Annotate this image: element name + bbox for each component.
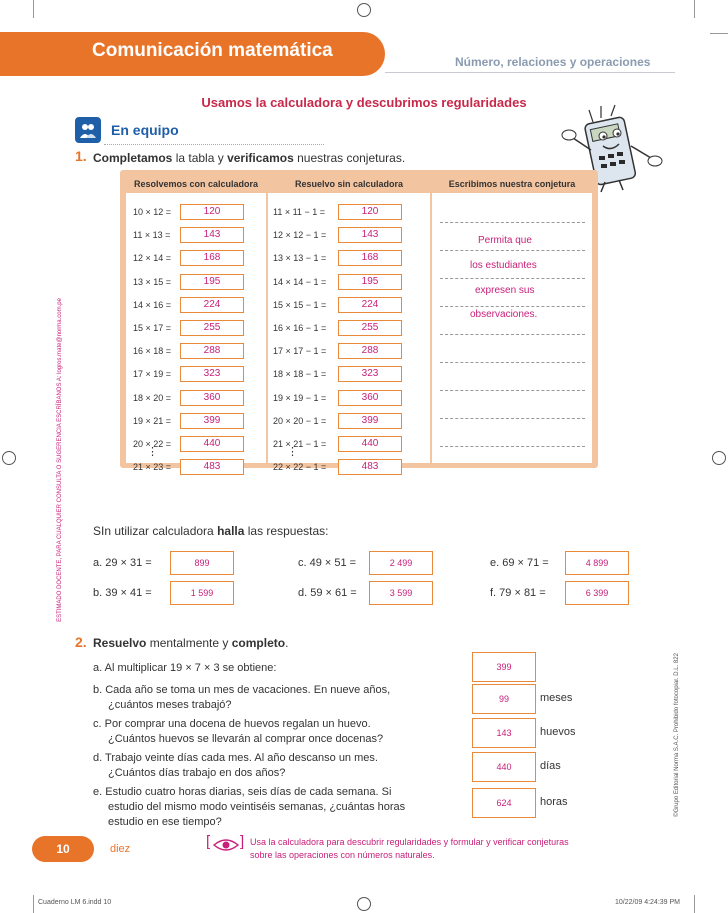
q2-item-text: a. Al multiplicar 19 × 7 × 3 se obtiene: — [93, 662, 277, 674]
calc-answer-box[interactable]: 255 — [180, 320, 244, 336]
nocalc-expression: 16 × 16 − 1 = — [273, 323, 327, 333]
calc-expression: 20 × 22 = — [133, 439, 172, 449]
conjecture-line — [440, 446, 585, 447]
calc-answer-box[interactable]: 120 — [180, 204, 244, 220]
footer-note-line1: Usa la calculadora para descubrir regularidades y formular y verificar conjeturas — [250, 837, 569, 847]
calc-expression: 10 × 12 = — [133, 207, 172, 217]
q2-unit: días — [540, 760, 561, 772]
q1-bold1: Completamos — [93, 151, 173, 165]
halla-answer-box[interactable]: 4 899 — [565, 551, 629, 575]
calc-answer-box[interactable]: 195 — [180, 274, 244, 290]
ellipsis-nocalc: ⋮ — [287, 446, 298, 458]
calc-expression: 11 × 13 = — [133, 230, 171, 241]
halla-answer-box[interactable]: 3 599 — [369, 581, 433, 605]
halla-label: c. 49 × 51 = — [298, 557, 357, 569]
registration-mark-right — [712, 451, 726, 465]
calc-expression: 15 × 17 = — [133, 323, 172, 333]
conjecture-line — [440, 222, 585, 223]
conjecture-line — [440, 418, 585, 419]
q2-answer-box[interactable]: 143 — [472, 718, 536, 748]
q2-item-text: c. Por comprar una docena de huevos regalan un huevo. — [93, 718, 371, 730]
nocalc-answer-box[interactable]: 143 — [338, 227, 402, 243]
halla-label: e. 69 × 71 = — [490, 557, 549, 569]
q1-number: 1. — [75, 148, 87, 164]
nocalc-answer-box[interactable]: 360 — [338, 390, 402, 406]
q2-mid: mentalmente y — [146, 636, 232, 650]
q2-answer-box[interactable]: 440 — [472, 752, 536, 782]
bracket-right: ] — [240, 833, 245, 850]
q2-item-text: ¿cuántos meses trabajó? — [108, 699, 232, 711]
q2-number: 2. — [75, 634, 87, 650]
calc-answer-box[interactable]: 360 — [180, 390, 244, 406]
conjecture-line — [440, 362, 585, 363]
q2-item-text: estudio en ese tiempo? — [108, 816, 222, 828]
nocalc-answer-box[interactable]: 483 — [338, 459, 402, 475]
team-divider — [104, 144, 324, 145]
halla-label: d. 59 × 61 = — [298, 587, 357, 599]
registration-mark-left — [2, 451, 16, 465]
q2-unit: meses — [540, 692, 573, 704]
calc-answer-box[interactable]: 288 — [180, 343, 244, 359]
page-number: 10 — [56, 842, 70, 856]
nocalc-answer-box[interactable]: 168 — [338, 250, 402, 266]
q2-item-text: d. Trabajo veinte días cada mes. Al año descanso un mes. — [93, 752, 378, 764]
calc-answer-box[interactable]: 323 — [180, 366, 244, 382]
q1-bold2: verificamos — [227, 151, 294, 165]
nocalc-expression: 21 × 21 − 1 = — [273, 439, 327, 449]
calc-expression: 19 × 21 = — [133, 415, 172, 426]
q2-item-text: e. Estudio cuatro horas diarias, seis días de cada semana. Si — [93, 786, 392, 798]
eye-icon — [213, 838, 239, 852]
calc-expression: 14 × 16 = — [133, 299, 172, 310]
calc-answer-box[interactable]: 143 — [180, 227, 244, 243]
calc-answer-box[interactable]: 440 — [180, 436, 244, 452]
nocalc-answer-box[interactable]: 255 — [338, 320, 402, 336]
q2-bold1: Resuelvo — [93, 636, 147, 650]
nocalc-expression: 14 × 14 − 1 = — [273, 276, 327, 287]
calc-expression: 16 × 18 = — [133, 346, 172, 357]
halla-label: b. 39 × 41 = — [93, 587, 152, 599]
nocalc-expression: 12 × 12 − 1 = — [273, 230, 327, 241]
nocalc-expression: 22 × 22 − 1 = — [273, 462, 327, 473]
print-file-info: Cuaderno LM 6.indd 10 — [38, 899, 112, 906]
nocalc-answer-box[interactable]: 288 — [338, 343, 402, 359]
conjecture-line — [440, 306, 585, 307]
bracket-left: [ — [206, 833, 211, 850]
side-contact-note: ESTIMADO DOCENTE, PARA CUALQUIER CONSULTA O SUGERENCIA ESCRÍBANOS A: logros.mate@norma.com.pe — [57, 298, 63, 622]
calc-expression: 13 × 15 = — [133, 276, 172, 287]
nocalc-expression: 20 × 20 − 1 = — [273, 415, 327, 426]
halla-answer-box[interactable]: 6 399 — [565, 581, 629, 605]
conjecture-line — [440, 250, 585, 251]
q2-answer-box[interactable]: 99 — [472, 684, 536, 714]
nocalc-answer-box[interactable]: 195 — [338, 274, 402, 290]
registration-mark-bottom — [357, 897, 371, 911]
team-label: En equipo — [111, 122, 179, 138]
conjecture-note-1: Permita que — [478, 235, 532, 246]
halla-prompt — [93, 524, 328, 538]
calc-answer-box[interactable]: 483 — [180, 459, 244, 475]
calc-answer-box[interactable]: 224 — [180, 297, 244, 313]
conjecture-line — [440, 390, 585, 391]
halla-label: a. 29 × 31 = — [93, 557, 152, 569]
q2-item-text: b. Cada año se toma un mes de vacaciones. En nueve años, — [93, 684, 391, 696]
q1-prompt — [93, 151, 405, 165]
nocalc-expression: 11 × 11 − 1 = — [273, 207, 325, 217]
header-rule — [385, 72, 675, 73]
nocalc-expression: 13 × 13 − 1 = — [273, 253, 327, 264]
nocalc-expression: 15 × 15 − 1 = — [273, 299, 327, 310]
page-word: diez — [110, 843, 131, 855]
q1-mid: la tabla y — [172, 151, 228, 165]
print-timestamp: 10/22/09 4:24:39 PM — [615, 899, 680, 906]
conjecture-note-2: los estudiantes — [470, 260, 537, 271]
nocalc-expression: 18 × 18 − 1 = — [273, 369, 327, 380]
page-subtitle: Usamos la calculadora y descubrimos regularidades — [201, 95, 527, 110]
table-divider — [430, 193, 432, 463]
halla-answer-box[interactable]: 1 599 — [170, 581, 234, 605]
table-header-calc: Resolvemos con calculadora — [133, 179, 259, 189]
halla-post: las respuestas: — [244, 524, 329, 538]
team-icon — [75, 117, 101, 143]
nocalc-answer-box[interactable]: 399 — [338, 413, 402, 429]
q2-bold2: completo — [231, 636, 286, 650]
nocalc-answer-box[interactable]: 224 — [338, 297, 402, 313]
header-title: Comunicación matemática — [92, 40, 333, 61]
nocalc-expression: 17 × 17 − 1 = — [273, 346, 327, 357]
registration-mark-top — [357, 3, 371, 17]
halla-answer-box[interactable]: 2 499 — [369, 551, 433, 575]
ellipsis-calc: ⋮ — [147, 446, 158, 458]
copyright-note: ©Grupo Editorial Norma S.A.C. Prohibido fotocopiar. D.L. 822 — [674, 653, 680, 817]
conjecture-line — [440, 334, 585, 335]
table-header-conjecture: Escribimos nuestra conjetura — [448, 179, 576, 189]
footer-note-line2: sobre las operaciones con números naturales. — [250, 850, 435, 860]
halla-label: f. 79 × 81 = — [490, 587, 546, 599]
calc-answer-box[interactable]: 168 — [180, 250, 244, 266]
header-section: Número, relaciones y operaciones — [455, 55, 651, 69]
q2-unit: huevos — [540, 726, 576, 738]
calc-expression: 17 × 19 = — [133, 369, 172, 380]
q2-unit: horas — [540, 796, 568, 808]
calc-expression: 18 × 20 = — [133, 392, 172, 403]
conjecture-note-3: expresen sus — [475, 285, 535, 296]
calc-expression: 12 × 14 = — [133, 253, 172, 264]
q2-item-text: estudio del mismo modo veintiséis semanas, ¿cuántas horas — [108, 801, 406, 813]
nocalc-answer-box[interactable]: 440 — [338, 436, 402, 452]
nocalc-answer-box[interactable]: 323 — [338, 366, 402, 382]
conjecture-line — [440, 278, 585, 279]
q2-prompt — [93, 636, 288, 650]
q2-item-text: ¿Cuántos huevos se llevarán al comprar once docenas? — [108, 733, 384, 745]
q2-answer-box[interactable]: 624 — [472, 788, 536, 818]
q2-end: . — [285, 636, 289, 650]
halla-answer-box[interactable]: 899 — [170, 551, 234, 575]
table-divider — [266, 193, 268, 463]
table-header-nocalc: Resuelvo sin calculadora — [294, 179, 404, 189]
q1-end: nuestras conjeturas. — [293, 151, 406, 165]
calc-expression: 21 × 23 = — [133, 462, 172, 473]
nocalc-expression: 19 × 19 − 1 = — [273, 392, 327, 403]
nocalc-answer-box[interactable]: 120 — [338, 204, 402, 220]
halla-bold: halla — [217, 524, 245, 538]
calc-answer-box[interactable]: 399 — [180, 413, 244, 429]
q2-item-text: ¿Cuántos días trabajo en dos años? — [108, 767, 286, 779]
q2-answer-box[interactable]: 399 — [472, 652, 536, 682]
halla-pre: SIn utilizar calculadora — [93, 524, 218, 538]
conjecture-note-4: observaciones. — [470, 309, 538, 320]
